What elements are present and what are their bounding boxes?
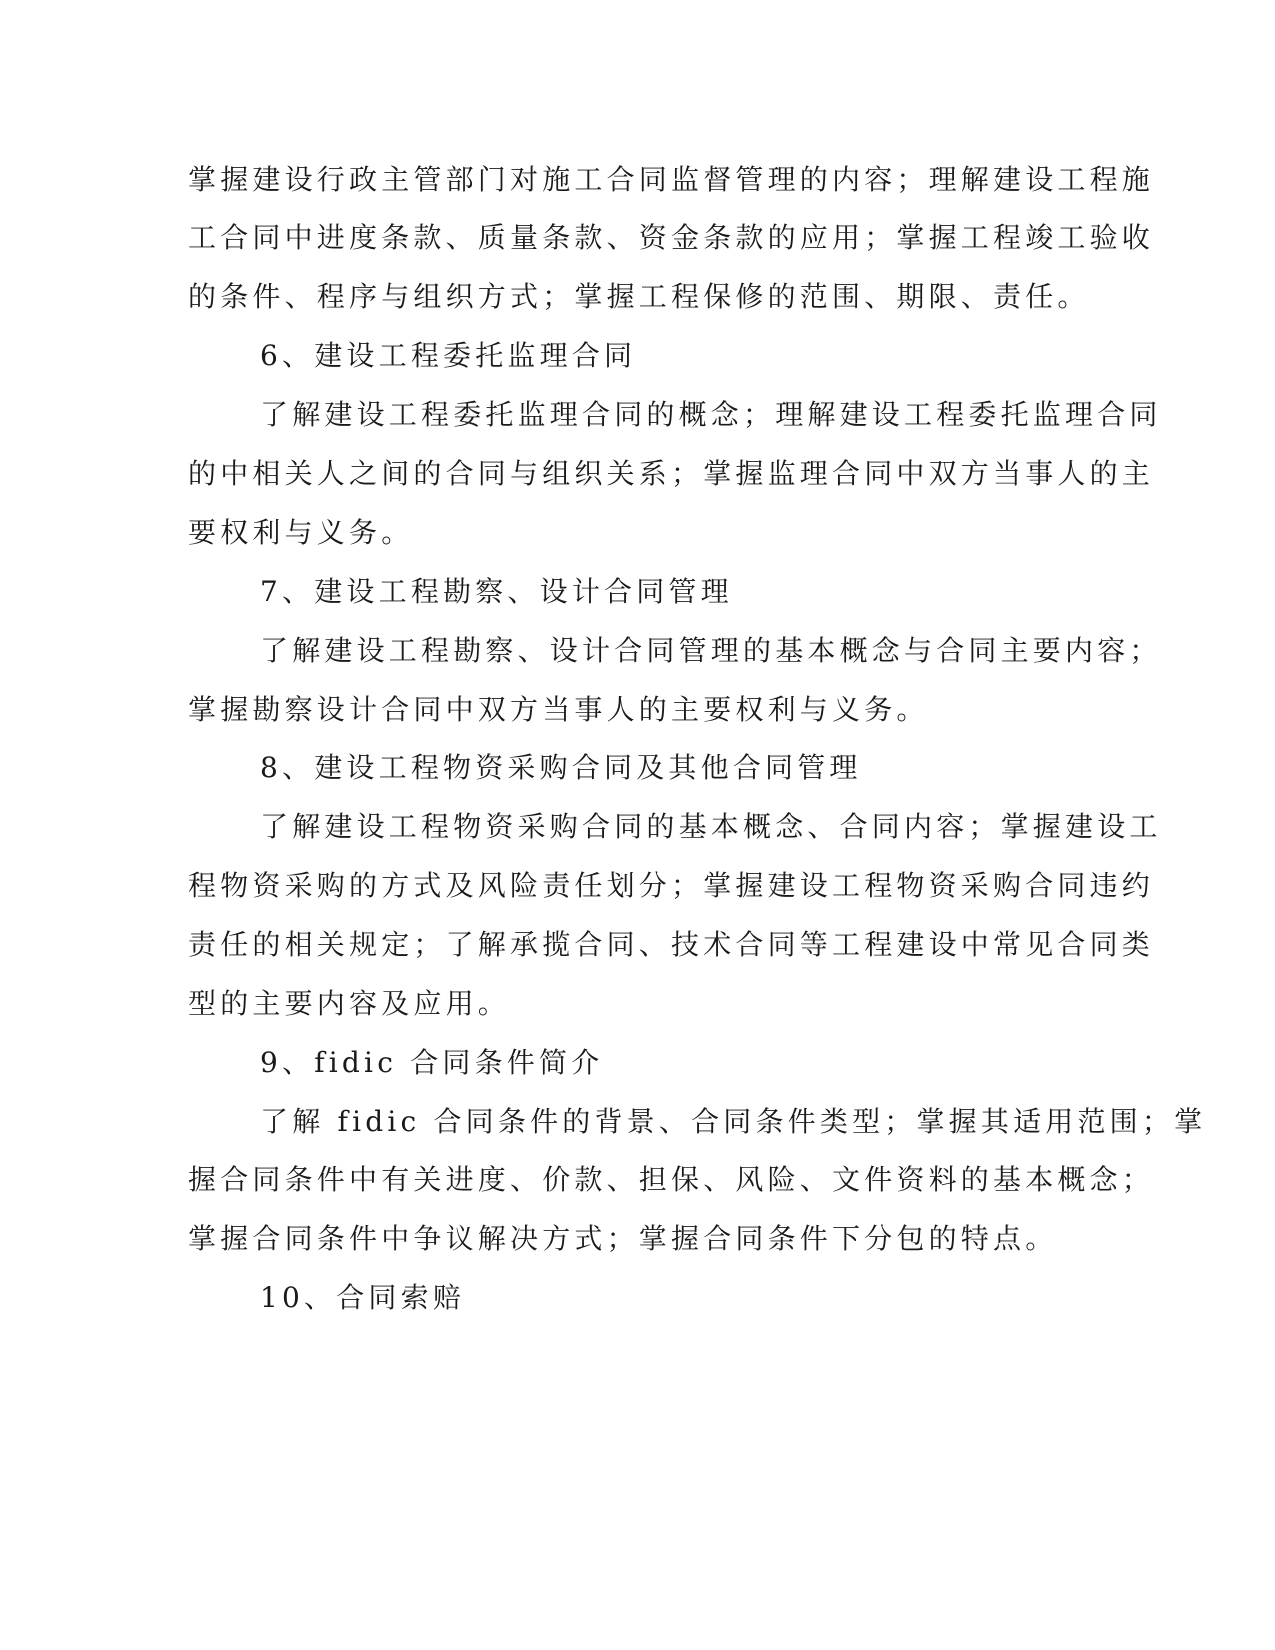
section-heading-7: 7、建设工程勘察、设计合同管理 [260,575,733,608]
body-text-line: 了解建设工程物资采购合同的基本概念、合同内容；掌握建设工 [260,810,1162,843]
body-text-line: 了解建设工程委托监理合同的概念；理解建设工程委托监理合同 [260,398,1162,431]
section-heading-8: 8、建设工程物资采购合同及其他合同管理 [260,751,862,784]
body-text-line: 了解 fidic 合同条件的背景、合同条件类型；掌握其适用范围；掌 [260,1105,1207,1138]
body-text-line: 程物资采购的方式及风险责任划分；掌握建设工程物资采购合同违约 [188,869,1155,902]
body-text-line: 掌握勘察设计合同中双方当事人的主要权利与义务。 [188,693,929,726]
body-text-line: 的中相关人之间的合同与组织关系；掌握监理合同中双方当事人的主 [188,457,1155,490]
body-text-line: 责任的相关规定；了解承揽合同、技术合同等工程建设中常见合同类 [188,928,1155,961]
section-heading-10: 10、合同索赔 [260,1281,466,1314]
body-text-line: 了解建设工程勘察、设计合同管理的基本概念与合同主要内容； [260,634,1162,667]
section-heading-6: 6、建设工程委托监理合同 [260,339,637,372]
body-text-line: 掌握合同条件中争议解决方式；掌握合同条件下分包的特点。 [188,1222,1058,1255]
section-heading-9: 9、fidic 合同条件简介 [260,1046,604,1079]
body-text-line: 握合同条件中有关进度、价款、担保、风险、文件资料的基本概念； [188,1163,1155,1196]
body-text-line: 掌握建设行政主管部门对施工合同监督管理的内容；理解建设工程施 [188,163,1155,196]
body-text-line: 型的主要内容及应用。 [188,987,511,1020]
body-text-line: 的条件、程序与组织方式；掌握工程保修的范围、期限、责任。 [188,280,1090,313]
body-text-line: 要权利与义务。 [188,516,414,549]
body-text-line: 工合同中进度条款、质量条款、资金条款的应用；掌握工程竣工验收 [188,221,1155,254]
